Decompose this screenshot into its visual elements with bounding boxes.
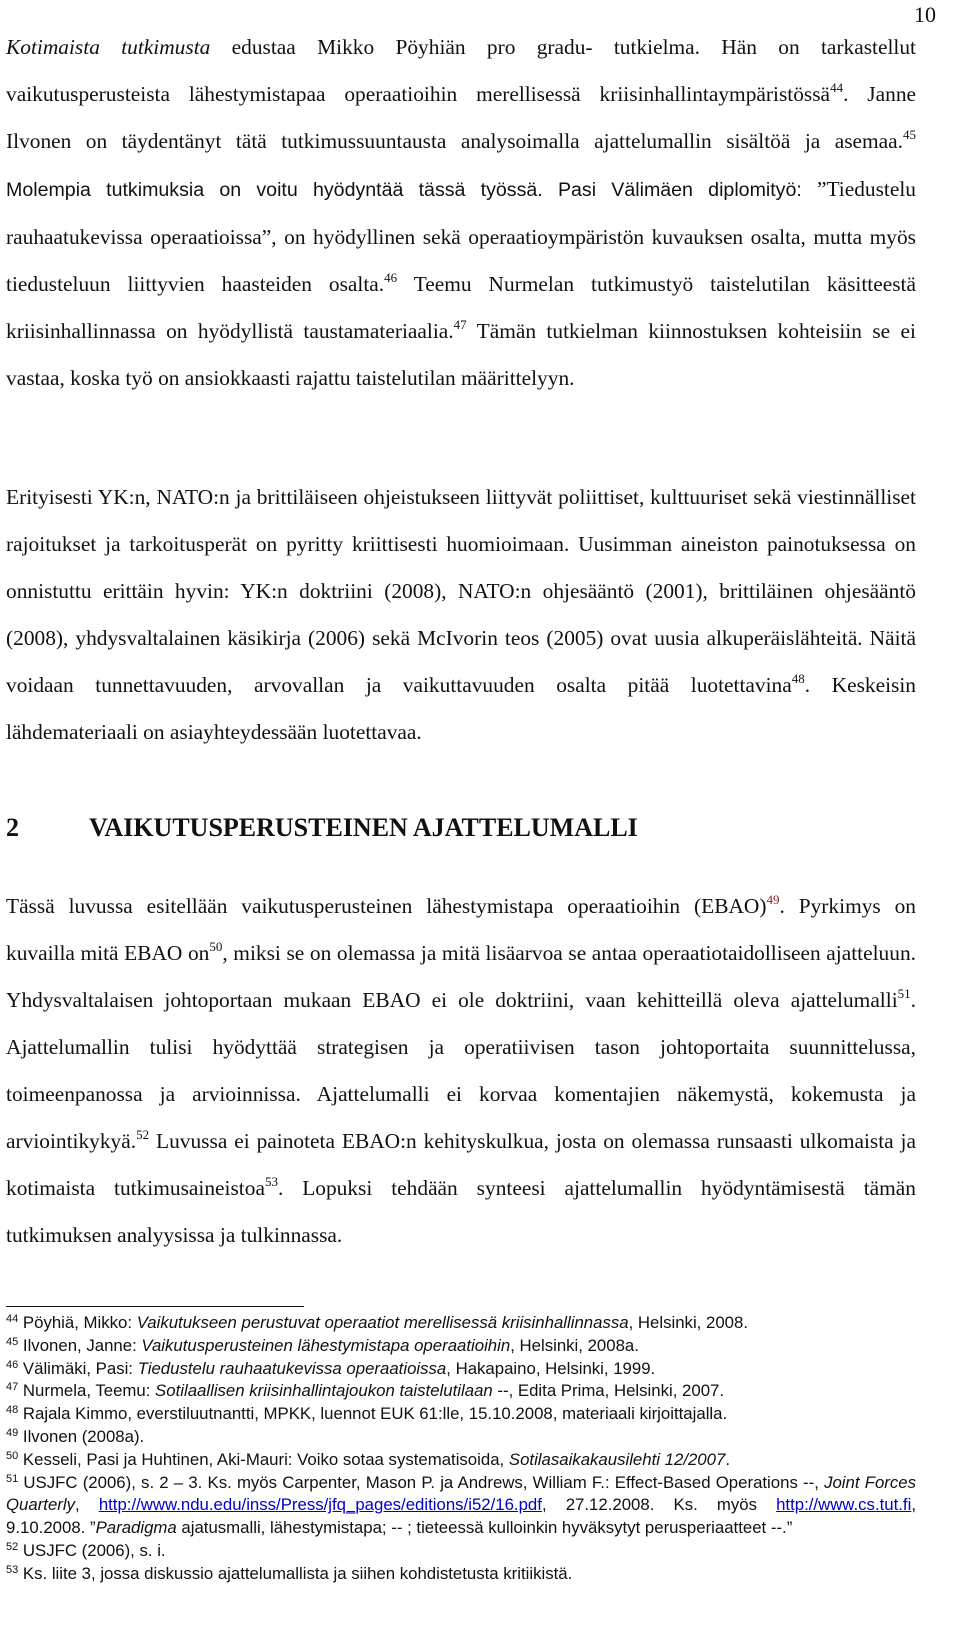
chapter-title: VAIKUTUSPERUSTEINEN AJATTELUMALLI (89, 813, 638, 842)
footnote-49: $^{49}$ Ilvonen (2008a). (6, 1426, 145, 1446)
footnote-44: $^{44}$ Pöyhiä, Mikko: Vaikutukseen perustuvat operaatiot merellisessä kriisinhallinnassa, Helsinki, 2008. (6, 1313, 748, 1332)
chapter-number: 2 (6, 813, 19, 842)
footnote-50: $^{50}$ Kesseli, Pasi ja Huhtinen, Aki-Mauri: Voiko sotaa systematisoida, Sotilasaikakausilehti 12/2007. (6, 1449, 730, 1469)
footnote-45: $^{45}$ Ilvonen, Janne: Vaikutusperusteinen lähestymistapa operaatioihin, Helsinki, 2008a. (6, 1335, 639, 1355)
chapter-heading (6, 808, 916, 848)
paragraph-sources: Erityisesti YK:n, NATO:n ja brittiläiseen ohjeistukseen liittyvät poliittiset, kulttuuriset sekä viestinnälliset rajoitukset ja tarkoitusperät on pyritty kriittisesti huomioimaan. Uusimman aineiston painotuksessa on onnistuttu erittäin hyvin: YK:n doktriini (2008), NATO:n ohjesääntö (2001), brittiläinen ohjesääntö (2008), yhdysvaltalainen käsikirja (2006) sekä McIvorin teos (2005) ovat uusia alkuperäislähteitä. Näitä voidaan tunnettavuuden, arvovallan ja vaikuttavuuden osalta pitää luotettavina$^{48}$. Keskeisin lähdemateriaali on asiayhteydessään luotettavaa. (6, 485, 916, 744)
emphasis-text: Kotimaista tutkimusta (6, 35, 211, 59)
cs-tut-link[interactable]: http://www.cs.tut.fi (776, 1495, 912, 1515)
footnote-separator (6, 1306, 304, 1307)
footnote-ref-46: 46 (384, 270, 398, 285)
footnote-52: $^{52}$ USJFC (2006), s. i. (6, 1540, 166, 1560)
ndu-link[interactable]: http://www.ndu.edu/inss/Press/jfq_pages/editions/i52/16.pdf (98, 1495, 542, 1515)
page-number: 10 (914, 2, 936, 27)
footnote-ref-49: 49 (766, 892, 780, 907)
footnote-51: $^{51}$ USJFC (2006), s. 2 – 3. Ks. myös Carpenter, Mason P. ja Andrews, William F.: Effect-Based Operations --, Joint Forces Quarterly, http://www.ndu.edu/inss/Press/jfq_pages/editions/i52/16.pdf, 27.12.2008. Ks. myös http://www.cs.tut.fi, 9.10.2008. ”Paradigma ajatusmalli, lähestymistapa; -- ; tieteessä kulloinkin hyväksytyt perusperiaatteet --.” (6, 1472, 916, 1538)
footnote-ref-44: 44 (830, 80, 844, 95)
footnote-ref-52: 52 (136, 1127, 150, 1142)
footnote-ref-45: 45 (903, 127, 916, 142)
footnote-48: $^{48}$ Rajala Kimmo, everstiluutnantti, MPKK, luennot EUK 61:lle, 15.10.2008, materiaali kirjoittajalla. (6, 1404, 728, 1424)
footnote-46: $^{46}$ Välimäki, Pasi: Tiedustelu rauhaatukevissa operaatioissa, Hakapaino, Helsinki, 1999. (6, 1358, 656, 1378)
footnote-ref-53: 53 (264, 1174, 278, 1189)
footnote-47: $^{47}$ Nurmela, Teemu: Sotilaallisen kriisinhallintajoukon taistelutilaan --, Edita Prima, Helsinki, 2007. (6, 1381, 725, 1401)
footnote-ref-50: 50 (209, 939, 223, 954)
paragraph-chapter-intro: Tässä luvussa esitellään vaikutusperusteinen lähestymistapa operaatioihin (EBAO)$^{49}$. Pyrkimys on kuvailla mitä EBAO $on^{50}$, miksi se on olemassa ja mitä lisäarvoa se antaa operaatiotaidolliseen ajatteluun. Yhdysvaltalaisen johtoportaan mukaan EBAO ei ole doktriini, vaan kehitteillä oleva ajattelumalli$^{51}$. Ajattelumallin tulisi hyödyttää strategisen ja operatiivisen tason johtoportaita suunnittelussa, toimeenpanossa ja arvioinnissa. Ajattelumalli ei korvaa komentajien näkemystä, kokemusta ja arviointikykyä.$^{52}$ Luvussa ei painoteta EBAO:n kehityskulkua, josta on olemassa runsaasti ulkomaista ja kotimaista tutkimusaineistoa$^{53}$. Lopuksi tehdään synteesi ajattelumallin hyödyntämisestä tämän tutkimuksen analyysissa ja tulkinnassa. (6, 892, 916, 1247)
paragraph-research-review: Kotimaista tutkimusta edustaa Mikko Pöyhiän pro gradu- tutkielma. Hän on tarkastellut vaikutusperusteista lähestymistapaa operaatioihin merellisessä kriisinhallintaympäristössä$^{44}$. Janne Ilvonen on täydentänyt tätä tutkimussuuntausta analysoimalla ajattelumallin sisältöä ja asemaa.$^{45}$ Molempia tutkimuksia on voitu hyödyntää tässä työssä. Pasi Välimäen diplomityö: ”Tiedustelu rauhaatukevissa operaatioissa”, on hyödyllinen sekä operaatioympäristön kuvauksen osalta, mutta myös tiedusteluun liittyvien haasteiden osalta.$^{46}$ Teemu Nurmelan tutkimustyö taistelutilan käsitteestä kriisinhallinnassa on hyödyllistä taustamateriaalia.$^{47}$ Tämän tutkielman kiinnostuksen kohteisiin se ei vastaa, koska työ on ansiokkaasti rajattu taistelutilan määrittelyyn. (6, 35, 917, 390)
footnote-53: $^{53}$ Ks. liite 3, jossa diskussio ajattelumallista ja siihen kohdistetusta kritiikistä. (6, 1563, 573, 1583)
footnotes (6, 1312, 916, 1586)
footnote-ref-48: 48 (791, 671, 805, 686)
footnote-ref-51: 51 (897, 986, 911, 1001)
footnote-ref-47: 47 (453, 317, 467, 332)
document-body (6, 24, 916, 1259)
